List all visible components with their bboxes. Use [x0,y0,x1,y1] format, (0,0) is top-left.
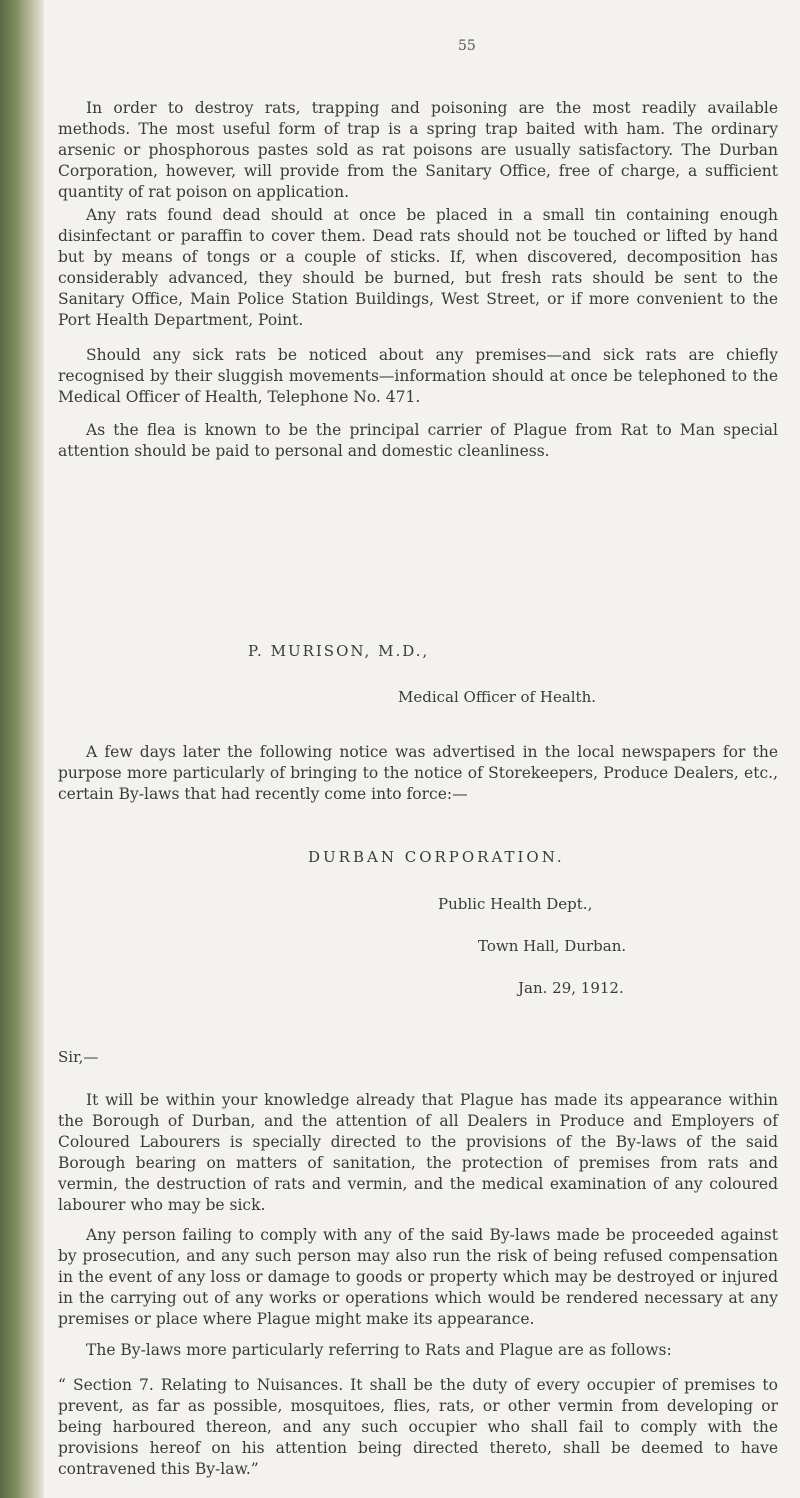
notice-address-line2: Town Hall, Durban. [478,937,627,955]
notice-body-penalty [58,1225,778,1330]
paragraph-intro [58,742,778,805]
notice-body-plague [58,1090,778,1216]
notice-salutation: Sir,— [58,1048,99,1066]
notice-date: Jan. 29, 1912. [518,979,624,997]
document-page [58,0,778,1498]
signature-title: Medical Officer of Health. [398,688,597,706]
paragraph-text: It will be within your knowledge already that Plague has made its appearance within the Borough of Durban, and the attention of all Dealers in Produce and Employers of Coloured Labourers is specially directed to the provisions of the By-laws of the said Borough bearing on matters of sanitation, the protection of premises from rats and vermin, the destruction of rats and vermin, and the medical examination of any coloured labourer who may be sick. [58,1091,778,1214]
paragraph-dead-rats [58,205,778,331]
book-binding-edge [0,0,44,1498]
paragraph-flea [58,420,778,462]
notice-body-bylaws [58,1340,778,1361]
signature-name: P. MURISON, M.D., [248,642,430,660]
paragraph-sick-rats [58,345,778,408]
notice-heading: DURBAN CORPORATION. [308,848,565,866]
paragraph-text: As the flea is known to be the principal carrier of Plague from Rat to Man special attention should be paid to personal and domestic cleanliness. [58,421,778,460]
paragraph-text: “ Section 7. Relating to Nuisances. It shall be the duty of every occupier of premises to prevent, as far as possible, mosquitoes, flies, rats, or other vermin from developing or being harboured thereon, and any such occupier who shall fail to comply with the provisions hereof on his attention being directed thereto, shall be deemed to have contravened this By-law.” [58,1376,778,1478]
paragraph-text: Any rats found dead should at once be placed in a small tin containing enough disinfectant or paraffin to cover them. Dead rats should not be touched or lifted by hand but by means of tongs or a couple of sticks. If, when discovered, decomposition has considerably advanced, they should be burned, but fresh rats should be sent to the Sanitary Office, Main Police Station Buildings, West Street, or if more convenient to the Port Health Department, Point. [58,206,778,329]
paragraph-text: A few days later the following notice was advertised in the local newspapers for the purpose more particularly of bringing to the notice of Storekeepers, Produce Dealers, etc., certain By-laws that had recently come into force:— [58,743,778,803]
notice-address-line1: Public Health Dept., [438,895,593,913]
paragraph-text: Should any sick rats be noticed about any premises—and sick rats are chiefly recognised by their sluggish movements—information should at once be telephoned to the Medical Officer of Health, Telephone No. 471. [58,346,778,406]
paragraph-text: The By-laws more particularly referring to Rats and Plague are as follows: [86,1341,672,1359]
paragraph-text: In order to destroy rats, trapping and poisoning are the most readily available methods. The most useful form of trap is a spring trap baited with ham. The ordinary arsenic or phosphorous pastes sold as rat poisons are usually satisfactory. The Durban Corporation, however, will provide from the Sanitary Office, free of charge, a sufficient quantity of rat poison on application. [58,99,778,201]
paragraph-rat-destruction [58,98,778,203]
page-number: 55 [458,38,476,54]
bylaw-quote [58,1375,778,1480]
paragraph-text: Any person failing to comply with any of the said By-laws made be proceeded against by prosecution, and any such person may also run the risk of being refused compensation in the event of any loss or damage to goods or property which may be destroyed or injured in the carrying out of any works or operations which would be rendered necessary at any premises or place where Plague might make its appearance. [58,1226,778,1328]
